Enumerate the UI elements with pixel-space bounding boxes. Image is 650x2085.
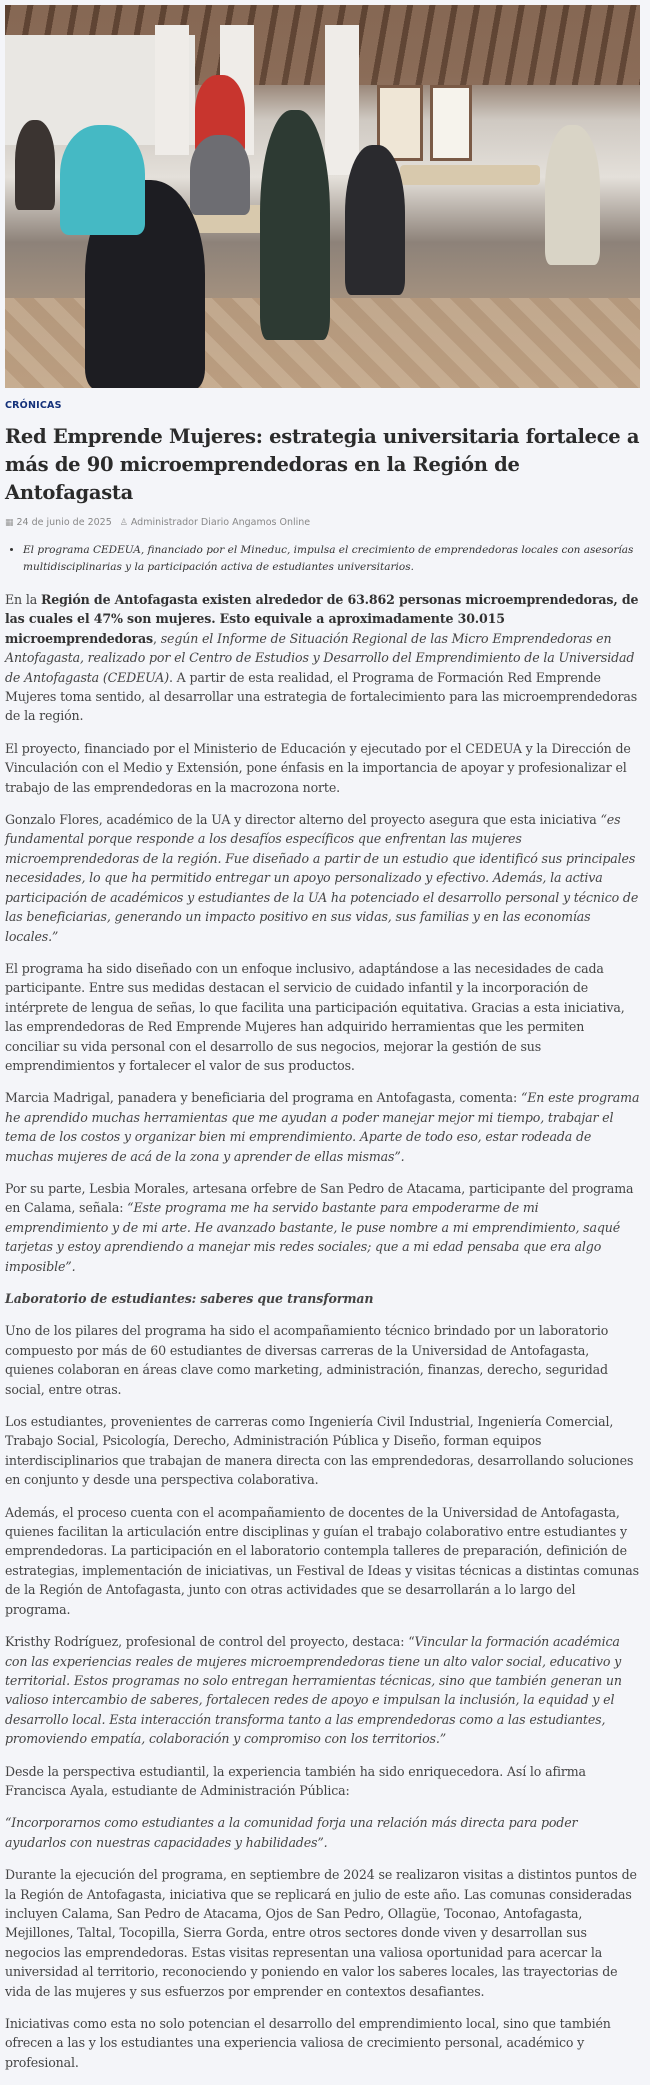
photo-person <box>15 120 55 210</box>
text-segment: En la <box>5 592 41 607</box>
text-segment: Región de Antofagasta existen alrededor de 63.862 personas microemprendedoras, de las cuales el 47% son mujeres. Esto equivale a aproximadamente 30.015 microemprendedoras <box>5 592 639 646</box>
lead-item: • El programa CEDEUA, financiado por el Mineduc, impulsa el crecimiento de emprendedoras locales con asesorías multidisciplinarias y la participación activa de estudiantes universitarios. <box>23 542 641 576</box>
article-paragraph <box>5 810 641 946</box>
photo-column <box>325 25 359 175</box>
article-paragraph <box>5 739 641 797</box>
article-paragraph <box>5 1321 641 1399</box>
category-link[interactable]: CRÓNICAS <box>5 400 62 411</box>
text-segment: Desde la perspectiva estudiantil, la experiencia también ha sido enriquecedora. Así lo afirma Francisca Ayala, estudiante de Administración Pública: <box>5 1763 586 1798</box>
article-body <box>5 590 641 2072</box>
article-paragraph <box>5 1088 641 1166</box>
section-subheading: Laboratorio de estudiantes: saberes que transforman <box>5 1291 374 1306</box>
text-segment: Los estudiantes, provenientes de carreras como Ingeniería Civil Industrial, Ingeniería Comercial, Trabajo Social, Psicología, Derecho, Administración Pública y Diseño, forman equipos interdisciplinarios que trabajan de manera directa con las emprendedoras, desarrollando soluciones en conjunto y desde una perspectiva colaborativa. <box>5 1414 634 1488</box>
text-segment: . A partir de esta realidad, el Programa de Formación Red Emprende Mujeres toma sentido, al desarrollar una estrategia de fortalecimiento para las microemprendedoras de la región. <box>5 669 638 724</box>
text-segment: “es fundamental porque responde a los desafíos específicos que enfrentan las mujeres microemprendedoras de la región. Fue diseñado a partir de un estudio que identificó sus principales necesidades, lo que ha permitido entregar un apoyo personalizado y efectivo. Además, la activa participación de académicos y estudiantes de la UA ha potenciado el desarrollo personal y técnico de las beneficiarias, generando un impacto positivo en sus vidas, sus familias y en las economías locales.” <box>5 812 639 944</box>
text-segment: Gonzalo Flores, académico de la UA y director alterno del proyecto asegura que esta iniciativa <box>5 812 601 828</box>
article-paragraph <box>5 590 641 726</box>
text-segment: Iniciativas como esta no solo potencian el desarrollo del emprendimiento local, sino que también ofrecen a las y los estudiantes una experiencia valiosa de crecimiento personal, académico y profesional. <box>5 2016 611 2070</box>
article-author[interactable]: Administrador Diario Angamos Online <box>130 517 311 528</box>
text-segment: Por su parte, Lesbia Morales, artesana orfebre de San Pedro de Atacama, participante del programa en Calama, señala: <box>5 1180 634 1216</box>
text-segment: “En este programa he aprendido muchas herramientas que me ayudan a poder manejar mejor mi tiempo, trabajar el tema de los costos y organizar bien mi emprendimiento. Aparte de todo eso, estar rodeada de muchas mujeres de acá de la zona y aprender de ellas mismas”. <box>5 1090 640 1164</box>
photo-person <box>545 125 600 265</box>
photo-table <box>400 165 540 185</box>
calendar-icon: ▦ <box>5 518 14 528</box>
text-segment: Uno de los pilares del programa ha sido el acompañamiento técnico brindado por un laboratorio compuesto por más de 60 estudiantes de diversas carreras de la Universidad de Antofagasta, quienes colaboran en áreas clave como marketing, administración, finanzas, derecho, seguridad social, entre otras. <box>5 1323 609 1397</box>
text-segment: Vincular la formación académica con las experiencias reales de mujeres microemprendedoras tiene un alto valor social, educativo y territorial. Estos programas no solo entregan herramientas técnicas, sino que también generan un valioso intercambio de saberes, fortalecen redes de apoyo e impulsan la inclusión, la equidad y el desarrollo local. Esta interacción transforma tanto a las emprendedoras como a las estudiantes, promoviendo empatía, colaboración y compromiso con los territorios.” <box>5 1634 622 1747</box>
text-segment: Además, el proceso cuenta con el acompañamiento de docentes de la Universidad de Antofagasta, quienes facilitan la articulación entre disciplinas y guían el trabajo colaborativo entre estudiantes y emprendedoras. La participación en el laboratorio contempla talleres de preparación, definición de estrategias, implementación de iniciativas, un Festival de Ideas y visitas técnicas a distintas comunas de la Región de Antofagasta, junto con otras actividades que se desarrollarán a lo largo del programa. <box>5 1504 639 1617</box>
article-paragraph <box>5 1412 641 1490</box>
date-meta <box>5 517 112 528</box>
text-segment: Marcia Madrigal, panadera y beneficiaria del programa en Antofagasta, comenta: <box>5 1090 521 1106</box>
article-hero-photo <box>5 5 640 388</box>
photo-person <box>260 110 330 340</box>
article-paragraph <box>5 1865 641 2001</box>
article <box>5 400 641 2085</box>
article-paragraph <box>5 1179 641 1276</box>
article-paragraph <box>5 1632 641 1748</box>
article-paragraph <box>5 1289 641 1308</box>
text-segment: El programa ha sido diseñado con un enfoque inclusivo, adaptándose a las necesidades de cada participante. Entre sus medidas destacan el servicio de cuidado infantil y la incorporación de intérprete de lengua de señas, lo que facilita una participación equitativa. Gracias a esta iniciativa, las emprendedoras de Red Emprende Mujeres han adquirido herramientas que les permiten conciliar su vida personal con el desarrollo de sus negocios, mejorar la gestión de sus emprendimientos y fortalecer el valor de sus productos. <box>5 960 625 1073</box>
text-segment: , <box>152 630 161 646</box>
photo-person <box>190 135 250 215</box>
article-paragraph <box>5 959 641 1075</box>
photo-column <box>155 25 189 155</box>
article-paragraph <box>5 2014 641 2072</box>
photo-window <box>430 85 472 161</box>
text-segment: “Incorporarnos como estudiantes a la comunidad forja una relación más directa para poder ayudarlos con nuestras capacidades y habilidades”. <box>5 1815 578 1850</box>
text-segment: El proyecto, financiado por el Ministerio de Educación y ejecutado por el CEDEUA y la Dirección de Vinculación con el Medio y Extensión, pone énfasis en la importancia de apoyar y profesionalizar el trabajo de las emprendedoras en la macrozona norte. <box>5 740 631 795</box>
author-meta[interactable] <box>120 517 310 528</box>
text-segment: Kristhy Rodríguez, profesional de control del proyecto, destaca: “ <box>5 1634 415 1650</box>
article-meta <box>5 517 641 528</box>
article-date: 24 de junio de 2025 <box>16 517 112 528</box>
text-segment: Durante la ejecución del programa, en septiembre de 2024 se realizaron visitas a distintos puntos de la Región de Antofagasta, iniciativa que se replicará en julio de este año. Las comunas consideradas incluyen Calama, San Pedro de Atacama, Ojos de San Pedro, Ollagüe, Toconao, Antofagasta, Mejillones, Taltal, Tocopilla, Sierra Gorda, entre otros sectores donde viven y desarrollan sus negocios las emprendedoras. Estas visitas representan una valiosa oportunidad para acercar la universidad al territorio, reconociendo y poniendo en valor los saberes locales, las trayectorias de vida de las mujeres y sus esfuerzos por emprender en contextos desafiantes. <box>5 1867 637 1999</box>
article-paragraph <box>5 1762 641 1801</box>
photo-person <box>345 145 405 295</box>
article-title: Red Emprende Mujeres: estrategia universitaria fortalece a más de 90 microemprendedoras en la Región de Antofagasta <box>5 425 640 504</box>
article-paragraph <box>5 1503 641 1619</box>
article-paragraph <box>5 1813 641 1852</box>
article-lead <box>5 542 641 576</box>
text-segment: “Este programa me ha servido bastante para empoderarme de mi emprendimiento y de mi arte. He avanzado bastante, le puse nombre a mi emprendimiento, saqué tarjetas y estoy aprendiendo a manejar mis redes sociales; que a mi edad pensaba que era algo imposible”. <box>5 1200 621 1274</box>
text-segment: según el Informe de Situación Regional de las Micro Emprendedoras en Antofagasta, realizado por el Centro de Estudios y Desarrollo del Emprendimiento de la Universidad de Antofagasta (CEDEUA) <box>5 630 635 685</box>
photo-person <box>60 125 145 235</box>
user-icon: ♙ <box>119 518 128 528</box>
